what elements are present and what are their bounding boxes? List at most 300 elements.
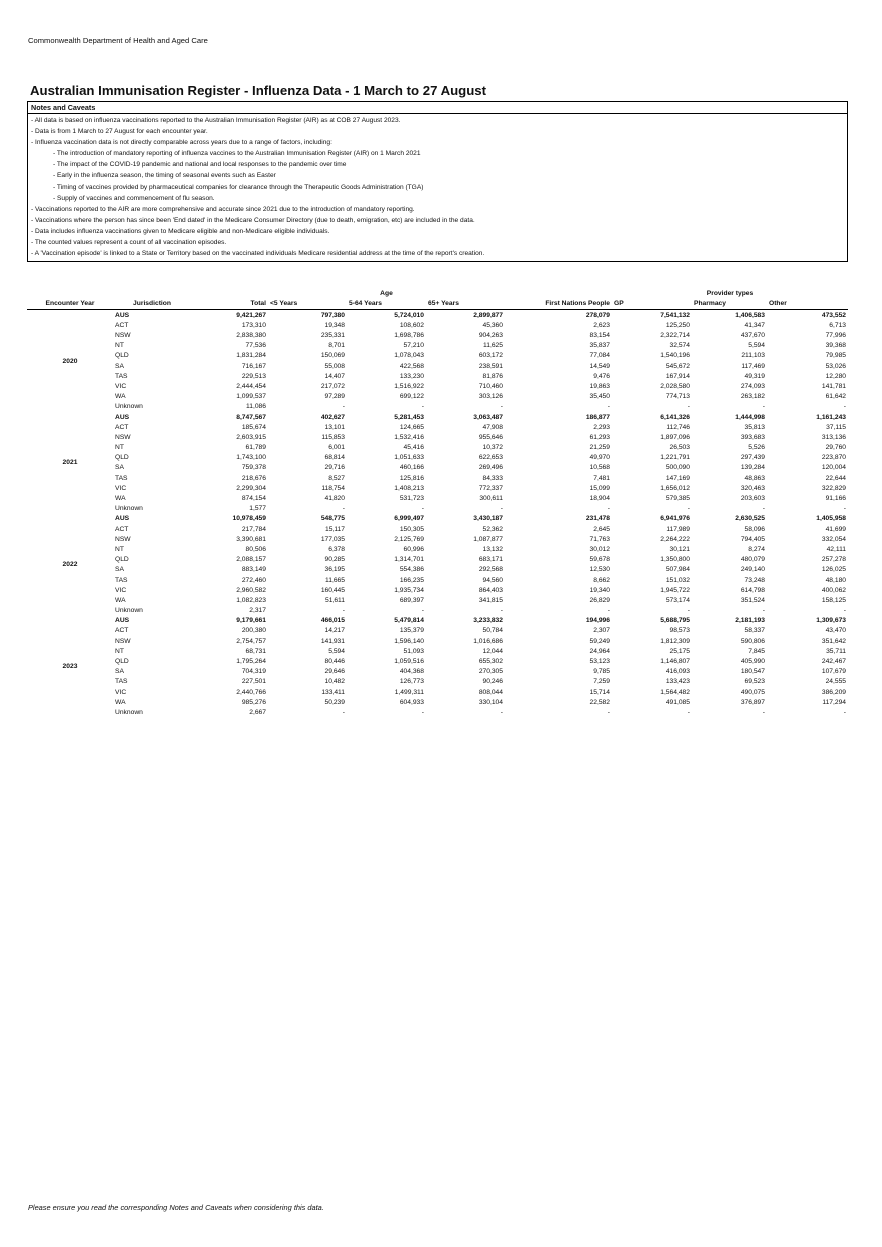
jurisdiction-cell: Unknown xyxy=(115,607,143,615)
total-cell: 1,099,537 xyxy=(236,393,266,401)
under-5-cell: - xyxy=(342,403,345,411)
age-5-64-cell: 133,230 xyxy=(399,372,424,380)
first-nations-cell: 71,763 xyxy=(589,535,610,543)
under-5-cell: 29,716 xyxy=(324,464,345,472)
other-cell: 77,996 xyxy=(825,332,847,340)
col-total: Total xyxy=(250,300,266,308)
under-5-cell: 115,853 xyxy=(321,433,345,441)
gp-cell: 774,713 xyxy=(665,393,690,401)
total-cell: 759,378 xyxy=(241,464,266,472)
jurisdiction-cell: AUS xyxy=(115,311,130,319)
note-item: - Vaccinations where the person has since been 'End dated' in the Medicare Consumer Directory (due to death, emigration, etc) are included in the data. xyxy=(31,216,475,224)
gp-cell: 98,573 xyxy=(669,627,690,635)
jurisdiction-cell: QLD xyxy=(115,454,129,462)
under-5-cell: 55,008 xyxy=(324,362,345,370)
age-5-64-cell: - xyxy=(421,403,424,411)
gp-cell: 167,914 xyxy=(665,372,690,380)
jurisdiction-cell: AUS xyxy=(115,413,130,421)
total-cell: 2,299,304 xyxy=(236,484,266,492)
jurisdiction-cell: NT xyxy=(115,545,124,553)
note-item: - Early in the influenza season, the timing of seasonal events such as Easter xyxy=(53,172,276,180)
first-nations-cell: 2,307 xyxy=(593,627,610,635)
pharmacy-cell: - xyxy=(762,607,765,615)
total-cell: 80,506 xyxy=(245,545,266,553)
other-cell: 117,294 xyxy=(822,698,847,706)
footer-note: Please ensure you read the corresponding Notes and Caveats when considering this data. xyxy=(28,1203,324,1212)
gp-cell: 573,174 xyxy=(665,596,690,604)
table-row xyxy=(27,494,848,504)
pharmacy-cell: 117,469 xyxy=(741,362,765,370)
table-row xyxy=(27,473,848,483)
first-nations-cell: 8,662 xyxy=(593,576,610,584)
group-header-row xyxy=(27,289,848,299)
pharmacy-cell: - xyxy=(762,708,765,716)
gp-cell: 125,250 xyxy=(665,321,690,329)
table-row xyxy=(27,382,848,392)
first-nations-cell: 278,079 xyxy=(585,311,610,319)
other-cell: 91,166 xyxy=(825,495,847,503)
first-nations-cell: 7,481 xyxy=(593,474,610,482)
under-5-cell: 29,646 xyxy=(324,668,345,676)
table-row xyxy=(27,504,848,514)
under-5-cell: 80,446 xyxy=(324,658,345,666)
age-65-plus-cell: 904,263 xyxy=(478,332,503,340)
jurisdiction-cell: NT xyxy=(115,342,124,350)
total-cell: 229,513 xyxy=(241,372,266,380)
first-nations-cell: 24,964 xyxy=(589,647,610,655)
gp-cell: 1,897,096 xyxy=(660,433,690,441)
age-5-64-cell: 124,665 xyxy=(399,423,424,431)
age-65-plus-cell: - xyxy=(500,708,503,716)
gp-cell: - xyxy=(687,607,690,615)
pharmacy-cell: 405,990 xyxy=(740,658,765,666)
jurisdiction-cell: SA xyxy=(115,464,124,472)
age-5-64-cell: 108,602 xyxy=(399,321,424,329)
age-65-plus-cell: 81,876 xyxy=(482,372,503,380)
other-cell: 42,111 xyxy=(826,545,847,553)
jurisdiction-cell: ACT xyxy=(115,525,129,533)
age-65-plus-cell: 303,126 xyxy=(478,393,503,401)
age-5-64-cell: 126,773 xyxy=(399,678,424,686)
gp-cell: - xyxy=(687,505,690,513)
other-cell: - xyxy=(843,708,847,716)
age-5-64-cell: 51,093 xyxy=(403,647,424,655)
age-65-plus-cell: - xyxy=(500,403,503,411)
under-5-cell: 97,289 xyxy=(324,393,345,401)
gp-cell: 30,121 xyxy=(669,545,690,553)
pharmacy-cell: 180,547 xyxy=(740,668,765,676)
age-65-plus-cell: 603,172 xyxy=(478,352,503,360)
gp-cell: 1,221,791 xyxy=(660,454,690,462)
jurisdiction-cell: SA xyxy=(115,668,124,676)
notes-list xyxy=(28,114,847,261)
table-row xyxy=(27,657,848,667)
pharmacy-cell: 480,079 xyxy=(740,556,765,564)
age-5-64-cell: 404,368 xyxy=(399,668,424,676)
age-5-64-cell: 554,386 xyxy=(399,566,424,574)
table-row xyxy=(27,535,848,545)
pharmacy-cell: 437,670 xyxy=(740,332,765,340)
first-nations-cell: - xyxy=(607,403,610,411)
under-5-cell: 90,285 xyxy=(324,556,345,564)
age-65-plus-cell: 84,333 xyxy=(482,474,503,482)
age-65-plus-cell: 13,132 xyxy=(482,545,503,553)
age-65-plus-cell: 622,653 xyxy=(478,454,503,462)
gp-cell: 117,989 xyxy=(666,525,690,533)
total-cell: 704,319 xyxy=(241,668,266,676)
gp-cell: 2,322,714 xyxy=(660,332,690,340)
jurisdiction-cell: QLD xyxy=(115,556,129,564)
pharmacy-cell: 203,603 xyxy=(740,495,765,503)
under-5-cell: - xyxy=(342,708,345,716)
jurisdiction-cell: TAS xyxy=(115,678,128,686)
age-65-plus-cell: 11,625 xyxy=(483,342,503,350)
table-row xyxy=(27,545,848,555)
jurisdiction-cell: NSW xyxy=(115,535,131,543)
age-65-plus-cell: 10,372 xyxy=(482,444,503,452)
pharmacy-cell: - xyxy=(762,403,765,411)
under-5-cell: 8,527 xyxy=(328,474,345,482)
table-row xyxy=(27,443,848,453)
table-row xyxy=(27,341,848,351)
total-cell: 9,179,661 xyxy=(236,617,266,625)
age-65-plus-cell: 45,360 xyxy=(482,321,503,329)
under-5-cell: 217,072 xyxy=(320,382,345,390)
age-65-plus-cell: 710,460 xyxy=(478,382,503,390)
under-5-cell: 14,217 xyxy=(324,627,345,635)
first-nations-cell: 35,837 xyxy=(589,342,610,350)
under-5-cell: 10,482 xyxy=(324,678,345,686)
age-65-plus-cell: 52,362 xyxy=(482,525,503,533)
other-cell: 37,115 xyxy=(826,423,847,431)
first-nations-cell: 194,996 xyxy=(585,617,610,625)
first-nations-cell: 9,785 xyxy=(593,668,610,676)
jurisdiction-cell: SA xyxy=(115,362,124,370)
age-65-plus-cell: 292,568 xyxy=(478,566,503,574)
jurisdiction-cell: Unknown xyxy=(115,708,143,716)
total-cell: 2,960,582 xyxy=(236,586,266,594)
table-row xyxy=(27,514,848,524)
pharmacy-cell: 351,524 xyxy=(740,596,765,604)
table-row xyxy=(27,321,848,331)
age-65-plus-cell: 1,087,877 xyxy=(473,535,503,543)
age-5-64-cell: 699,122 xyxy=(399,393,424,401)
under-5-cell: 13,101 xyxy=(324,423,345,431)
first-nations-cell: 15,714 xyxy=(589,688,610,696)
table-row xyxy=(27,433,848,443)
col-other: Other xyxy=(769,300,787,308)
gp-cell: 507,984 xyxy=(665,566,690,574)
pharmacy-cell: 590,806 xyxy=(740,637,765,645)
table-row xyxy=(27,636,848,646)
first-nations-cell: 186,877 xyxy=(585,413,610,421)
first-nations-cell: 22,582 xyxy=(589,698,610,706)
pharmacy-cell: 263,182 xyxy=(740,393,765,401)
first-nations-cell: 19,863 xyxy=(589,382,610,390)
age-65-plus-cell: 300,611 xyxy=(479,495,503,503)
table-row xyxy=(27,361,848,371)
age-group-header: Age xyxy=(380,290,393,298)
jurisdiction-cell: AUS xyxy=(115,515,130,523)
total-cell: 10,978,459 xyxy=(232,515,266,523)
under-5-cell: 68,814 xyxy=(324,454,345,462)
first-nations-cell: 30,012 xyxy=(589,545,610,553)
pharmacy-cell: 2,630,525 xyxy=(735,515,765,523)
gp-cell: 7,541,132 xyxy=(660,311,690,319)
other-cell: 400,062 xyxy=(821,586,847,594)
age-65-plus-cell: 1,016,686 xyxy=(473,637,503,645)
gp-cell: - xyxy=(687,403,690,411)
gp-cell: 5,688,795 xyxy=(660,617,690,625)
table-row xyxy=(27,392,848,402)
under-5-cell: 150,069 xyxy=(320,352,345,360)
table-row xyxy=(27,565,848,575)
table-row xyxy=(27,708,848,718)
age-5-64-cell: 1,408,213 xyxy=(394,484,424,492)
jurisdiction-cell: NT xyxy=(115,647,124,655)
first-nations-cell: 10,568 xyxy=(589,464,610,472)
influenza-data-table xyxy=(27,289,848,718)
total-cell: 8,747,567 xyxy=(236,413,266,421)
jurisdiction-cell: VIC xyxy=(115,382,127,390)
gp-cell: 1,146,807 xyxy=(660,658,690,666)
other-cell: 141,781 xyxy=(821,382,847,390)
total-cell: 985,276 xyxy=(241,698,266,706)
first-nations-cell: 26,829 xyxy=(589,596,610,604)
gp-cell: - xyxy=(687,708,690,716)
other-cell: - xyxy=(843,607,847,615)
gp-cell: 6,941,976 xyxy=(660,515,690,523)
age-65-plus-cell: 94,560 xyxy=(482,576,503,584)
note-item: - The counted values represent a count of all vaccination episodes. xyxy=(31,239,227,247)
age-65-plus-cell: 3,063,487 xyxy=(473,413,503,421)
total-cell: 716,167 xyxy=(241,362,266,370)
note-item: - A 'Vaccination episode' is linked to a State or Territory based on the vaccinated individuals Medicare residential address at the time of the report's creation. xyxy=(31,250,485,258)
total-cell: 61,789 xyxy=(245,444,266,452)
other-cell: 1,161,243 xyxy=(816,413,847,421)
note-item: - The introduction of mandatory reporting of influenza vaccines to the Australian Immunisation Register (AIR) on 1 March 2021 xyxy=(53,150,421,158)
first-nations-cell: 14,549 xyxy=(589,362,610,370)
pharmacy-cell: 297,439 xyxy=(740,454,765,462)
first-nations-cell: 35,450 xyxy=(589,393,610,401)
under-5-cell: 6,001 xyxy=(328,444,345,452)
age-5-64-cell: 1,499,311 xyxy=(394,688,424,696)
jurisdiction-cell: WA xyxy=(115,596,126,604)
table-row xyxy=(27,310,848,321)
under-5-cell: 41,820 xyxy=(324,495,345,503)
other-cell: 22,644 xyxy=(825,474,847,482)
first-nations-cell: 9,476 xyxy=(593,372,610,380)
age-5-64-cell: - xyxy=(421,607,424,615)
age-5-64-cell: - xyxy=(421,505,424,513)
jurisdiction-cell: WA xyxy=(115,698,126,706)
age-65-plus-cell: 50,784 xyxy=(482,627,503,635)
total-cell: 2,838,380 xyxy=(236,332,266,340)
jurisdiction-cell: SA xyxy=(115,566,124,574)
under-5-cell: 19,348 xyxy=(324,321,345,329)
jurisdiction-cell: TAS xyxy=(115,474,128,482)
col-gp: GP xyxy=(614,300,624,308)
col-pharmacy: Pharmacy xyxy=(694,300,726,308)
table-row xyxy=(27,698,848,708)
age-5-64-cell: 1,596,140 xyxy=(394,637,424,645)
jurisdiction-cell: VIC xyxy=(115,484,127,492)
first-nations-cell: 83,154 xyxy=(589,332,610,340)
gp-cell: 2,264,222 xyxy=(660,535,690,543)
table-row xyxy=(27,402,848,412)
total-cell: 77,536 xyxy=(245,342,266,350)
first-nations-cell: 19,340 xyxy=(589,586,610,594)
age-5-64-cell: 1,078,043 xyxy=(394,352,424,360)
pharmacy-cell: 7,845 xyxy=(748,647,765,655)
pharmacy-cell: 1,444,998 xyxy=(735,413,765,421)
jurisdiction-cell: VIC xyxy=(115,586,127,594)
table-row xyxy=(27,677,848,687)
other-cell: 351,642 xyxy=(821,637,847,645)
other-cell: 242,467 xyxy=(821,658,847,666)
under-5-cell: 466,015 xyxy=(320,617,345,625)
jurisdiction-cell: NSW xyxy=(115,637,131,645)
table-row xyxy=(27,585,848,595)
pharmacy-cell: 274,093 xyxy=(740,382,765,390)
age-5-64-cell: 150,305 xyxy=(399,525,424,533)
total-cell: 1,082,823 xyxy=(236,596,266,604)
total-cell: 227,501 xyxy=(241,678,266,686)
age-5-64-cell: 166,235 xyxy=(399,576,424,584)
col-first-nations: First Nations People xyxy=(545,300,610,308)
first-nations-cell: 7,259 xyxy=(593,678,610,686)
age-65-plus-cell: 47,908 xyxy=(482,423,503,431)
pharmacy-cell: 48,863 xyxy=(744,474,765,482)
under-5-cell: 8,701 xyxy=(328,342,345,350)
pharmacy-cell: 211,103 xyxy=(741,352,765,360)
table-body xyxy=(27,310,848,718)
total-cell: 9,421,267 xyxy=(236,311,266,319)
under-5-cell: 133,411 xyxy=(321,688,345,696)
table-row xyxy=(27,606,848,616)
other-cell: 39,368 xyxy=(825,342,847,350)
other-cell: 473,552 xyxy=(821,311,847,319)
under-5-cell: 177,035 xyxy=(320,535,345,543)
age-5-64-cell: 1,532,416 xyxy=(394,433,424,441)
other-cell: 53,026 xyxy=(825,362,847,370)
other-cell: 107,679 xyxy=(821,668,847,676)
provider-group-header: Provider types xyxy=(706,290,754,298)
age-65-plus-cell: 655,302 xyxy=(478,658,503,666)
under-5-cell: 141,931 xyxy=(320,637,345,645)
table-row xyxy=(27,372,848,382)
pharmacy-cell: 393,683 xyxy=(740,433,765,441)
table-row xyxy=(27,616,848,626)
other-cell: 43,470 xyxy=(825,627,847,635)
total-cell: 2,603,915 xyxy=(236,433,266,441)
age-5-64-cell: 5,724,010 xyxy=(394,311,424,319)
note-item: - Data includes influenza vaccinations given to Medicare eligible and non-Medicare eligible individuals. xyxy=(31,227,330,235)
under-5-cell: 11,665 xyxy=(325,576,345,584)
age-5-64-cell: 5,479,814 xyxy=(394,617,424,625)
encounter-year-cell: 2023 xyxy=(62,663,78,671)
age-5-64-cell: 689,397 xyxy=(399,596,424,604)
age-5-64-cell: 460,166 xyxy=(399,464,424,472)
table-row xyxy=(27,412,848,422)
pharmacy-cell: 249,140 xyxy=(740,566,765,574)
age-5-64-cell: 5,281,453 xyxy=(394,413,424,421)
note-item: - Vaccinations reported to the AIR are more comprehensive and accurate since 2021 due to the introduction of mandatory reporting. xyxy=(31,205,415,213)
other-cell: 6,713 xyxy=(829,321,847,329)
page-title: Australian Immunisation Register - Influenza Data - 1 March to 27 August xyxy=(30,83,487,98)
col-5-64: 5-64 Years xyxy=(349,300,382,308)
pharmacy-cell: 1,406,583 xyxy=(735,311,765,319)
first-nations-cell: 2,645 xyxy=(593,525,610,533)
table-row xyxy=(27,596,848,606)
jurisdiction-cell: ACT xyxy=(115,627,129,635)
total-cell: 883,149 xyxy=(241,566,266,574)
age-5-64-cell: 135,379 xyxy=(399,627,424,635)
under-5-cell: 797,380 xyxy=(320,311,345,319)
first-nations-cell: 15,099 xyxy=(589,484,610,492)
pharmacy-cell: 73,248 xyxy=(744,576,765,584)
gp-cell: 25,175 xyxy=(669,647,690,655)
jurisdiction-cell: QLD xyxy=(115,658,129,666)
age-5-64-cell: 531,723 xyxy=(399,495,424,503)
age-65-plus-cell: 341,815 xyxy=(478,596,503,604)
under-5-cell: 15,117 xyxy=(325,525,345,533)
gp-cell: 1,350,800 xyxy=(660,556,690,564)
other-cell: 35,711 xyxy=(826,647,847,655)
total-cell: 2,088,157 xyxy=(236,556,266,564)
under-5-cell: 5,594 xyxy=(328,647,345,655)
note-item: - The impact of the COVID-19 pandemic and national and local responses to the pandemic over time xyxy=(53,161,347,169)
jurisdiction-cell: VIC xyxy=(115,688,127,696)
age-65-plus-cell: 683,171 xyxy=(478,556,503,564)
pharmacy-cell: 58,096 xyxy=(744,525,765,533)
pharmacy-cell: 49,319 xyxy=(744,372,765,380)
total-cell: 185,674 xyxy=(241,423,266,431)
total-cell: 2,317 xyxy=(249,607,266,615)
pharmacy-cell: 5,526 xyxy=(748,444,765,452)
first-nations-cell: - xyxy=(607,708,610,716)
age-5-64-cell: 57,210 xyxy=(403,342,424,350)
age-5-64-cell: 125,816 xyxy=(399,474,424,482)
gp-cell: 579,385 xyxy=(665,495,690,503)
jurisdiction-cell: NSW xyxy=(115,332,131,340)
total-cell: 11,086 xyxy=(246,403,266,411)
jurisdiction-cell: Unknown xyxy=(115,505,143,513)
pharmacy-cell: 794,405 xyxy=(740,535,765,543)
gp-cell: 1,945,722 xyxy=(660,586,690,594)
under-5-cell: 118,754 xyxy=(321,484,345,492)
under-5-cell: - xyxy=(342,607,345,615)
total-cell: 1,743,100 xyxy=(236,454,266,462)
other-cell: 120,004 xyxy=(821,464,847,472)
under-5-cell: 402,627 xyxy=(320,413,345,421)
age-5-64-cell: 1,935,734 xyxy=(394,586,424,594)
other-cell: 322,829 xyxy=(821,484,847,492)
other-cell: 12,280 xyxy=(825,372,847,380)
pharmacy-cell: 614,798 xyxy=(740,586,765,594)
other-cell: 1,309,673 xyxy=(816,617,847,625)
pharmacy-cell: 490,075 xyxy=(740,688,765,696)
jurisdiction-cell: Unknown xyxy=(115,403,143,411)
col-65-plus: 65+ Years xyxy=(428,300,459,308)
gp-cell: 6,141,326 xyxy=(660,413,690,421)
jurisdiction-cell: ACT xyxy=(115,423,129,431)
gp-cell: 1,540,196 xyxy=(660,352,690,360)
gp-cell: 133,423 xyxy=(665,678,690,686)
notes-heading: Notes and Caveats xyxy=(28,102,847,114)
other-cell: 24,555 xyxy=(825,678,847,686)
under-5-cell: 36,195 xyxy=(324,566,345,574)
